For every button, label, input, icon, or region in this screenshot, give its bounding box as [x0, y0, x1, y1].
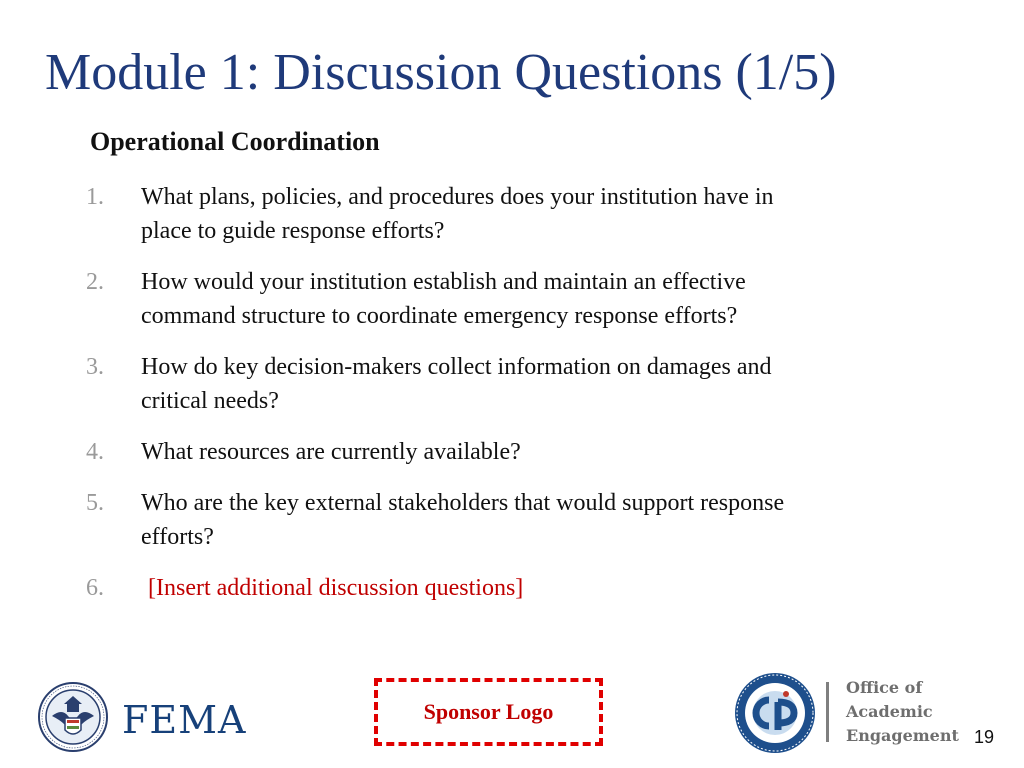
sponsor-logo-label: Sponsor Logo: [423, 699, 554, 724]
question-line: critical needs?: [141, 388, 279, 414]
question-number: 4.: [86, 439, 104, 465]
question-line: What resources are currently available?: [141, 439, 521, 465]
question-line: efforts?: [141, 524, 214, 550]
logo-divider: [826, 682, 829, 742]
question-number: 2.: [86, 269, 104, 295]
campus-resilience-seal-icon: [734, 672, 816, 754]
question-line: How do key decision-makers collect information on damages and: [141, 354, 772, 380]
question-item: [86, 486, 926, 554]
slide-subtitle: Operational Coordination: [90, 127, 380, 156]
question-line: command structure to coordinate emergency response efforts?: [141, 303, 738, 329]
question-number: 1.: [86, 184, 104, 210]
question-line: Who are the key external stakeholders that would support response: [141, 490, 785, 516]
question-number: 3.: [86, 354, 104, 380]
question-item: [86, 350, 926, 418]
question-text: [141, 265, 926, 333]
dhs-seal-icon: [38, 682, 108, 752]
question-item: [86, 435, 926, 469]
question-list: [86, 180, 926, 622]
slide-title: Module 1: Discussion Questions (1/5): [45, 44, 837, 101]
sponsor-logo-placeholder: [374, 678, 603, 746]
question-number: 5.: [86, 490, 104, 516]
question-item: [86, 180, 926, 248]
question-text: [141, 180, 926, 248]
question-line: How would your institution establish and maintain an effective: [141, 269, 746, 295]
oae-line: Office of: [846, 678, 923, 697]
question-item-placeholder: [86, 571, 926, 605]
question-number: 6.: [86, 575, 104, 601]
question-line: [Insert additional discussion questions]: [148, 575, 524, 601]
oae-line: Academic: [846, 702, 933, 721]
question-line: place to guide response efforts?: [141, 218, 445, 244]
question-text: [141, 571, 926, 605]
question-text: [141, 350, 926, 418]
question-text: [141, 435, 926, 469]
page-number: 19: [974, 727, 995, 747]
office-academic-engagement-logo: [846, 676, 959, 748]
question-line: What plans, policies, and procedures does your institution have in: [141, 184, 774, 210]
fema-logo: [38, 682, 258, 752]
question-item: [86, 265, 926, 333]
question-text: [141, 486, 926, 554]
fema-wordmark: FEMA: [122, 698, 247, 742]
oae-line: Engagement: [846, 726, 959, 745]
